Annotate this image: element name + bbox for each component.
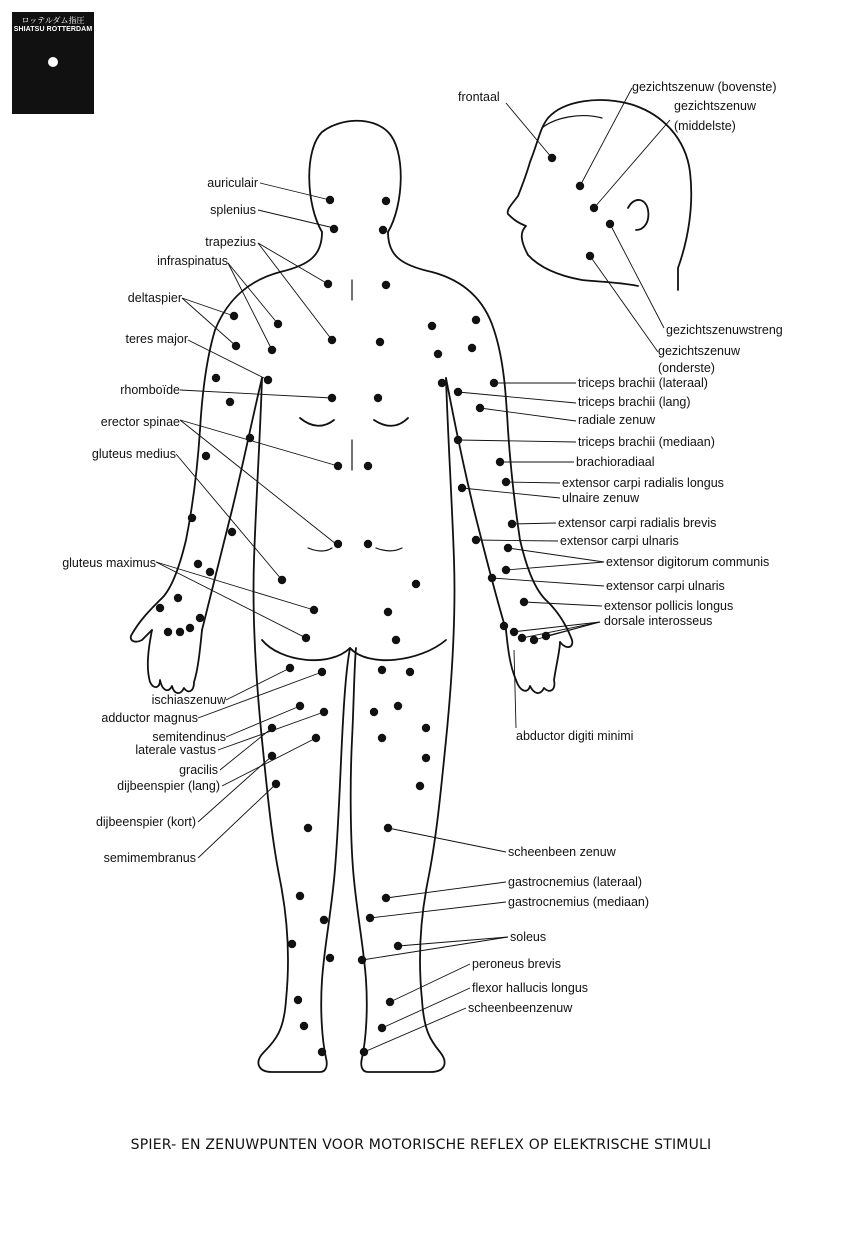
stimulus-point [438, 379, 446, 387]
stimulus-point [318, 1048, 326, 1056]
stimulus-point [228, 528, 236, 536]
stimulus-point [378, 1024, 386, 1032]
stimulus-point [196, 614, 204, 622]
stimulus-point [548, 154, 556, 162]
label-gezichtszenuw-middelste-2: (middelste) [674, 119, 736, 133]
stimulus-point [304, 824, 312, 832]
stimulus-point [576, 182, 584, 190]
stimulus-point [296, 702, 304, 710]
stimulus-point [606, 220, 614, 228]
scapula-left [300, 418, 334, 426]
stimulus-point [274, 320, 282, 328]
stimulus-point [300, 1022, 308, 1030]
stimulus-point [476, 404, 484, 412]
label-splenius: splenius [210, 203, 256, 217]
stimulus-point [496, 458, 504, 466]
stimulus-point [334, 462, 342, 470]
label-ecu-2: extensor carpi ulnaris [606, 579, 725, 593]
label-ulnaire-zenuw: ulnaire zenuw [562, 491, 640, 505]
side-head-hairline [542, 116, 602, 128]
label-erector-spinae: erector spinae [100, 415, 180, 429]
logo-name: SHIATSU ROTTERDAM [13, 26, 93, 33]
stimulus-point [194, 560, 202, 568]
stimulus-point [286, 664, 294, 672]
stimulus-point [326, 954, 334, 962]
label-dorsale-interosseus: dorsale interosseus [604, 614, 713, 628]
label-gastroc-lateraal: gastrocnemius (lateraal) [508, 875, 643, 889]
stimulus-point [364, 462, 372, 470]
stimulus-point [202, 452, 210, 460]
label-epl: extensor pollicis longus [604, 599, 734, 613]
label-semitendinus: semitendinus [152, 730, 226, 744]
stimulus-point [278, 576, 286, 584]
stimulus-point [334, 540, 342, 548]
scapula-right [374, 418, 408, 426]
label-semimembranus: semimembranus [103, 851, 196, 865]
side-head-jaw [528, 255, 638, 286]
stimulus-point [294, 996, 302, 1004]
stimulus-point [384, 608, 392, 616]
buttocks-outline [262, 640, 446, 660]
stimulus-point [324, 280, 332, 288]
stimulus-point [296, 892, 304, 900]
stimulus-point [472, 316, 480, 324]
label-infraspinatus: infraspinatus [157, 254, 228, 268]
label-gluteus-medius: gluteus medius [91, 447, 176, 461]
stimulus-point [384, 824, 392, 832]
label-dijbeenspier-kort: dijbeenspier (kort) [95, 815, 196, 829]
stimulus-point [472, 536, 480, 544]
label-gastroc-mediaan: gastrocnemius (mediaan) [508, 895, 650, 909]
stimulus-point [379, 226, 387, 234]
stimulus-point [330, 225, 338, 233]
label-gezichtszenuw-onderste-1: gezichtszenuw [658, 344, 740, 358]
stimulus-point [382, 281, 390, 289]
label-gezichtszenuwstreng: gezichtszenuwstreng [666, 323, 783, 337]
label-trapezius: trapezius [205, 235, 256, 249]
stimulus-point [392, 636, 400, 644]
stimulus-point [378, 666, 386, 674]
stimulus-point [386, 998, 394, 1006]
right-leg-outline [351, 378, 455, 1072]
stimulus-point [406, 668, 414, 676]
stimulus-point [518, 634, 526, 642]
label-gluteus-maximus: gluteus maximus [62, 556, 156, 570]
stimulus-point [370, 708, 378, 716]
stimulus-point [488, 574, 496, 582]
stimulus-point [320, 708, 328, 716]
stimulus-point [382, 894, 390, 902]
logo-japanese-text: ロッテルダム指圧 [21, 16, 85, 25]
left-leg-outline [253, 378, 350, 1072]
stimulus-point [422, 754, 430, 762]
stimulus-point [272, 780, 280, 788]
stimulus-point [310, 606, 318, 614]
stimulus-point [328, 394, 336, 402]
label-triceps-lateraal: triceps brachii (lateraal) [578, 376, 708, 390]
label-gezichtszenuw-bovenste: gezichtszenuw (bovenste) [632, 80, 777, 94]
label-soleus: soleus [510, 930, 547, 944]
stimulus-point [264, 376, 272, 384]
stimulus-point [302, 634, 310, 642]
point-labels [62, 80, 783, 1015]
stimulus-point [382, 197, 390, 205]
stimulus-point [328, 336, 336, 344]
stimulus-point [318, 668, 326, 676]
stimulus-point [232, 342, 240, 350]
label-dijbeenspier-lang: dijbeenspier (lang) [117, 779, 220, 793]
stimulus-point [412, 580, 420, 588]
stimulus-point [490, 379, 498, 387]
stimulus-point [164, 628, 172, 636]
label-triceps-lang: triceps brachii (lang) [578, 395, 691, 409]
stimulus-point [508, 520, 516, 528]
waist-detail-right [376, 548, 402, 551]
label-abductor-digiti-minimi: abductor digiti minimi [516, 729, 634, 743]
stimulus-point [206, 568, 214, 576]
stimulus-point [268, 724, 276, 732]
stimulus-point [358, 956, 366, 964]
stimulus-point [590, 204, 598, 212]
stimulus-points [156, 154, 614, 1056]
stimulus-point [366, 914, 374, 922]
stimulus-point [268, 752, 276, 760]
stimulus-point [504, 544, 512, 552]
label-scheenbeen-zenuw: scheenbeen zenuw [508, 845, 616, 859]
stimulus-point [422, 724, 430, 732]
label-auriculair: auriculair [207, 176, 258, 190]
label-ecu-1: extensor carpi ulnaris [560, 534, 679, 548]
stimulus-point [378, 734, 386, 742]
label-laterale-vastus: laterale vastus [135, 743, 216, 757]
stimulus-point [530, 636, 538, 644]
caption: SPIER- EN ZENUWPUNTEN VOOR MOTORISCHE REFLEX OP ELEKTRISCHE STIMULI [130, 1137, 712, 1153]
stimulus-point [502, 566, 510, 574]
stimulus-point [186, 624, 194, 632]
stimulus-point [500, 622, 508, 630]
stimulus-point [174, 594, 182, 602]
label-adductor-magnus: adductor magnus [101, 711, 198, 725]
stimulus-point [586, 252, 594, 260]
stimulus-point [326, 196, 334, 204]
label-gezichtszenuw-middelste-1: gezichtszenuw [674, 99, 756, 113]
label-deltaspier: deltaspier [127, 291, 182, 305]
side-head-ear [628, 200, 648, 230]
label-brachioradiaal: brachioradiaal [576, 455, 655, 469]
stimulus-point [416, 782, 424, 790]
stimulus-point [212, 374, 220, 382]
label-gracilis: gracilis [179, 763, 218, 777]
stimulus-point [468, 344, 476, 352]
label-ecr-longus: extensor carpi radialis longus [562, 476, 724, 490]
stimulus-point [288, 940, 296, 948]
stimulus-point [320, 916, 328, 924]
stimulus-point [188, 514, 196, 522]
label-ecr-brevis: extensor carpi radialis brevis [558, 516, 717, 530]
stimulus-point [376, 338, 384, 346]
stimulus-point [268, 346, 276, 354]
back-head-outline [309, 121, 401, 232]
label-edc: extensor digitorum communis [606, 555, 770, 569]
stimulus-point [434, 350, 442, 358]
label-triceps-mediaan: triceps brachii (mediaan) [578, 435, 715, 449]
stimulus-point [502, 478, 510, 486]
stimulus-point [374, 394, 382, 402]
waist-detail-left [308, 548, 332, 551]
label-scheenbeenzenuw: scheenbeenzenuw [468, 1001, 573, 1015]
label-flexor-hallucis-longus: flexor hallucis longus [472, 981, 589, 995]
stimulus-point [246, 434, 254, 442]
stimulus-point [520, 598, 528, 606]
stimulus-point [428, 322, 436, 330]
stimulus-point [394, 942, 402, 950]
stimulus-point [230, 312, 238, 320]
stimulus-point [542, 632, 550, 640]
stimulus-point [458, 484, 466, 492]
stimulus-point [176, 628, 184, 636]
stimulus-point [226, 398, 234, 406]
stimulus-point [394, 702, 402, 710]
label-radiale-zenuw: radiale zenuw [578, 413, 656, 427]
stimulus-point [360, 1048, 368, 1056]
label-rhomboide: rhomboïde [120, 383, 180, 397]
left-hand-outline [148, 630, 202, 693]
label-teres-major: teres major [125, 332, 188, 346]
stimulus-point [364, 540, 372, 548]
label-frontaal: frontaal [458, 90, 500, 104]
stimulus-point [454, 436, 462, 444]
label-peroneus-brevis: peroneus brevis [472, 957, 561, 971]
stimulus-point [510, 628, 518, 636]
label-gezichtszenuw-onderste-2: (onderste) [658, 361, 715, 375]
stimulus-point [312, 734, 320, 742]
stimulus-point [454, 388, 462, 396]
stimulus-point [156, 604, 164, 612]
label-ischiaszenuw: ischiaszenuw [151, 693, 226, 707]
